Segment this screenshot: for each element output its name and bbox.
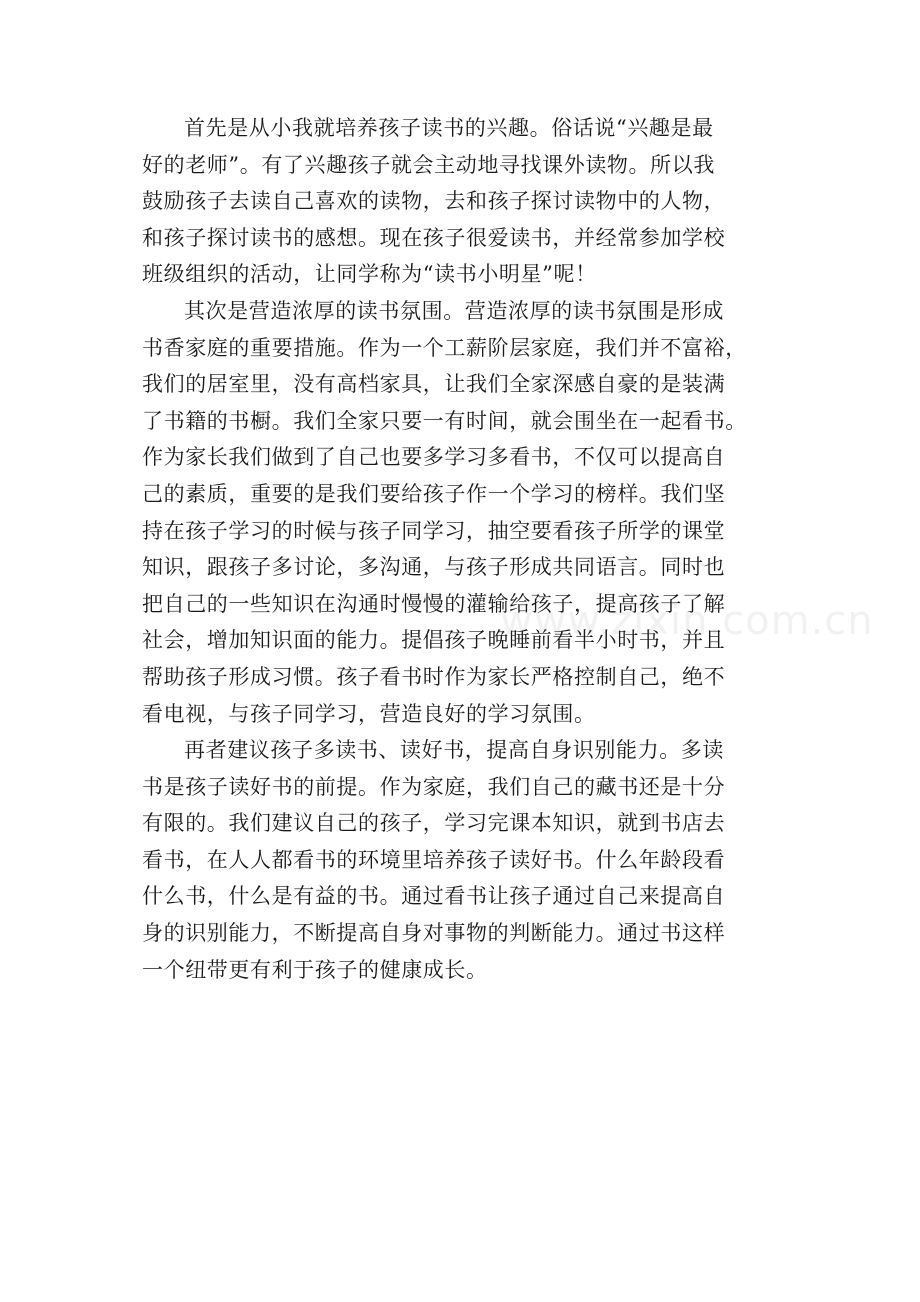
text-line: 把自己的一些知识在沟通时慢慢的灌输给孩子，提高孩子了解 (142, 591, 726, 616)
text-line: 有限的。我们建议自己的孩子，学习完课本知识，就到书店去 (142, 811, 726, 836)
text-line: 帮助孩子形成习惯。孩子看书时作为家长严格控制自己，绝不 (142, 664, 726, 689)
paragraph-reading-interest (142, 110, 782, 293)
text-line: 其次是营造浓厚的读书氛围。营造浓厚的读书氛围是形成 (184, 298, 724, 323)
text-line: 再者建议孩子多读书、读好书，提高自身识别能力。多读 (184, 738, 724, 763)
text-line: 好的老师”。有了兴趣孩子就会主动地寻找课外读物。所以我 (142, 152, 715, 177)
watermark: www.zixin.com.cn (500, 598, 874, 644)
text-line: 鼓励孩子去读自己喜欢的读物，去和孩子探讨读物中的人物， (142, 189, 726, 214)
text-line: 了书籍的书橱。我们全家只要一有时间，就会围坐在一起看书。 (142, 408, 747, 433)
text-line: 书香家庭的重要措施。作为一个工薪阶层家庭，我们并不富裕， (142, 335, 747, 360)
text-line: 身的识别能力，不断提高自身对事物的判断能力。通过书这样 (142, 921, 726, 946)
text-line: 班级组织的活动，让同学称为“读书小明星”呢！ (142, 262, 597, 287)
text-line: 持在孩子学习的时候与孩子同学习，抽空要看孩子所学的课堂 (142, 518, 726, 543)
text-line: 看电视，与孩子同学习，营造良好的学习氛围。 (142, 701, 596, 726)
text-line: 书是孩子读好书的前提。作为家庭，我们自己的藏书还是十分 (142, 774, 726, 799)
text-line: 我们的居室里，没有高档家具，让我们全家深感自豪的是装满 (142, 372, 726, 397)
text-line: 作为家长我们做到了自己也要多学习多看书，不仅可以提高自 (142, 445, 726, 470)
text-line: 知识，跟孩子多讨论，多沟通，与孩子形成共同语言。同时也 (142, 555, 726, 580)
text-line: 一个纽带更有利于孩子的健康成长。 (142, 957, 488, 982)
paragraph-reading-atmosphere (142, 293, 782, 732)
text-line: 社会，增加知识面的能力。提倡孩子晚睡前看半小时书，并且 (142, 628, 726, 653)
text-line: 首先是从小我就培养孩子读书的兴趣。俗话说“兴趣是最 (184, 116, 714, 140)
paragraph-read-good-books (142, 732, 782, 988)
text-line: 己的素质，重要的是我们要给孩子作一个学习的榜样。我们坚 (142, 481, 726, 506)
document-body (142, 110, 782, 988)
text-line: 什么书，什么是有益的书。通过看书让孩子通过自己来提高自 (142, 884, 726, 909)
text-line: 和孩子探讨读书的感想。现在孩子很爱读书，并经常参加学校 (142, 225, 726, 250)
text-line: 看书，在人人都看书的环境里培养孩子读好书。什么年龄段看 (142, 847, 726, 872)
